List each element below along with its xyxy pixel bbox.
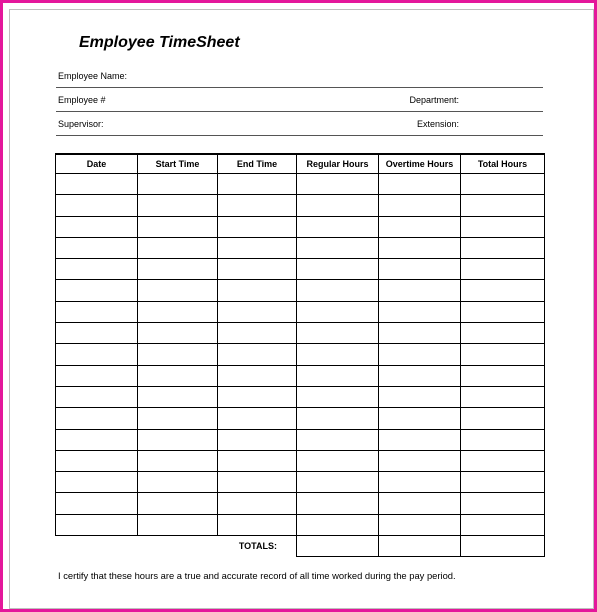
start-time-cell[interactable] (138, 514, 218, 535)
start-time-cell[interactable] (138, 216, 218, 237)
end-time-cell[interactable] (218, 237, 297, 258)
start-time-cell[interactable] (138, 195, 218, 216)
total-hours-cell[interactable] (461, 301, 545, 322)
start-time-cell[interactable] (138, 323, 218, 344)
total-hours-cell[interactable] (461, 493, 545, 514)
table-row (56, 237, 545, 258)
table-row (56, 472, 545, 493)
regular-hours-cell[interactable] (297, 472, 379, 493)
total-hours-cell[interactable] (461, 259, 545, 280)
timesheet-body (56, 174, 545, 536)
table-row (56, 323, 545, 344)
employee-number-label: Employee # (58, 95, 106, 105)
table-row (56, 344, 545, 365)
start-time-cell[interactable] (138, 259, 218, 280)
document-title: Employee TimeSheet (79, 34, 240, 51)
supervisor-field[interactable] (126, 117, 403, 134)
end-time-cell[interactable] (218, 344, 297, 365)
overtime-hours-cell[interactable] (379, 259, 461, 280)
supervisor-label: Supervisor: (58, 119, 104, 129)
table-row (56, 174, 545, 195)
regular-hours-cell[interactable] (297, 344, 379, 365)
end-time-cell[interactable] (218, 386, 297, 407)
end-time-cell[interactable] (218, 301, 297, 322)
table-header-row (56, 154, 545, 174)
timesheet-table (55, 153, 545, 557)
regular-hours-cell[interactable] (297, 174, 379, 195)
table-row (56, 365, 545, 386)
start-time-cell[interactable] (138, 344, 218, 365)
end-time-cell[interactable] (218, 408, 297, 429)
regular-hours-cell[interactable] (297, 386, 379, 407)
end-time-cell[interactable] (218, 280, 297, 301)
total-hours-cell[interactable] (461, 514, 545, 535)
regular-hours-cell[interactable] (297, 450, 379, 471)
regular-hours-cell[interactable] (297, 280, 379, 301)
date-cell[interactable] (56, 237, 138, 258)
date-cell[interactable] (56, 450, 138, 471)
end-time-cell[interactable] (218, 259, 297, 280)
regular-hours-cell[interactable] (297, 237, 379, 258)
table-row (56, 514, 545, 535)
regular-hours-cell[interactable] (297, 514, 379, 535)
overtime-hours-cell[interactable] (379, 408, 461, 429)
table-row (56, 280, 545, 301)
overtime-hours-cell[interactable] (379, 493, 461, 514)
total-hours-cell[interactable] (461, 344, 545, 365)
totals-row (56, 536, 545, 557)
total-hours-cell[interactable] (461, 195, 545, 216)
table-row (56, 195, 545, 216)
extension-label: Extension: (416, 119, 459, 129)
table-row (56, 216, 545, 237)
end-time-cell[interactable] (218, 472, 297, 493)
start-time-cell[interactable] (138, 280, 218, 301)
overtime-hours-cell[interactable] (379, 216, 461, 237)
regular-hours-cell[interactable] (297, 429, 379, 450)
end-time-cell[interactable] (218, 365, 297, 386)
regular-hours-cell[interactable] (297, 408, 379, 429)
overtime-hours-cell[interactable] (379, 429, 461, 450)
overtime-hours-cell[interactable] (379, 301, 461, 322)
overtime-hours-cell[interactable] (379, 174, 461, 195)
total-hours-cell[interactable] (461, 408, 545, 429)
date-cell[interactable] (56, 195, 138, 216)
overtime-hours-cell[interactable] (379, 323, 461, 344)
end-time-cell[interactable] (218, 493, 297, 514)
start-time-cell[interactable] (138, 237, 218, 258)
overtime-hours-cell[interactable] (379, 365, 461, 386)
total-hours-cell[interactable] (461, 216, 545, 237)
employee-number-field[interactable] (126, 93, 403, 110)
date-cell[interactable] (56, 216, 138, 237)
start-time-cell[interactable] (138, 174, 218, 195)
column-header-regular-hours: Regular Hours (297, 154, 379, 174)
column-header-date: Date (56, 154, 138, 174)
totals-label: TOTALS: (238, 541, 277, 552)
table-row (56, 450, 545, 471)
start-time-cell[interactable] (138, 472, 218, 493)
date-cell[interactable] (56, 386, 138, 407)
overtime-hours-cell[interactable] (379, 195, 461, 216)
employee-name-field[interactable] (126, 69, 403, 86)
end-time-cell[interactable] (218, 174, 297, 195)
date-cell[interactable] (56, 323, 138, 344)
certification-statement: I certify that these hours are a true and accurate record of all time worked during the pay period. (58, 570, 456, 581)
total-hours-cell[interactable] (461, 472, 545, 493)
regular-hours-cell[interactable] (297, 493, 379, 514)
end-time-cell[interactable] (218, 450, 297, 471)
column-header-overtime-hours: Overtime Hours (379, 154, 461, 174)
employee-name-row (56, 69, 543, 88)
total-hours-cell[interactable] (461, 365, 545, 386)
start-time-cell[interactable] (138, 429, 218, 450)
table-row (56, 493, 545, 514)
date-cell[interactable] (56, 174, 138, 195)
extension-field[interactable] (466, 117, 543, 134)
overtime-hours-cell[interactable] (379, 514, 461, 535)
regular-hours-cell[interactable] (297, 323, 379, 344)
column-header-total-hours: Total Hours (461, 154, 545, 174)
table-row (56, 301, 545, 322)
date-cell[interactable] (56, 280, 138, 301)
overtime-hours-cell[interactable] (379, 450, 461, 471)
start-time-cell[interactable] (138, 386, 218, 407)
date-cell[interactable] (56, 472, 138, 493)
totals-total-hours-cell[interactable] (461, 536, 545, 557)
start-time-cell[interactable] (138, 493, 218, 514)
date-cell[interactable] (56, 493, 138, 514)
total-hours-cell[interactable] (461, 429, 545, 450)
total-hours-cell[interactable] (461, 323, 545, 344)
table-row (56, 408, 545, 429)
overtime-hours-cell[interactable] (379, 237, 461, 258)
total-hours-cell[interactable] (461, 386, 545, 407)
regular-hours-cell[interactable] (297, 195, 379, 216)
regular-hours-cell[interactable] (297, 365, 379, 386)
employee-name-label: Employee Name: (58, 71, 128, 81)
date-cell[interactable] (56, 429, 138, 450)
regular-hours-cell[interactable] (297, 216, 379, 237)
totals-regular-hours-cell[interactable] (297, 536, 379, 557)
end-time-cell[interactable] (218, 514, 297, 535)
column-header-end-time: End Time (218, 154, 297, 174)
start-time-cell[interactable] (138, 365, 218, 386)
start-time-cell[interactable] (138, 450, 218, 471)
regular-hours-cell[interactable] (297, 259, 379, 280)
date-cell[interactable] (56, 344, 138, 365)
regular-hours-cell[interactable] (297, 301, 379, 322)
end-time-cell[interactable] (218, 195, 297, 216)
column-header-start-time: Start Time (138, 154, 218, 174)
table-row (56, 429, 545, 450)
end-time-cell[interactable] (218, 216, 297, 237)
start-time-cell[interactable] (138, 408, 218, 429)
supervisor-row (56, 117, 543, 136)
overtime-hours-cell[interactable] (379, 472, 461, 493)
overtime-hours-cell[interactable] (379, 280, 461, 301)
start-time-cell[interactable] (138, 301, 218, 322)
overtime-hours-cell[interactable] (379, 344, 461, 365)
date-cell[interactable] (56, 514, 138, 535)
date-cell[interactable] (56, 301, 138, 322)
employee-number-row (56, 93, 543, 112)
overtime-hours-cell[interactable] (379, 386, 461, 407)
department-field[interactable] (466, 93, 543, 110)
total-hours-cell[interactable] (461, 450, 545, 471)
date-cell[interactable] (56, 408, 138, 429)
end-time-cell[interactable] (218, 323, 297, 344)
table-row (56, 259, 545, 280)
totals-overtime-hours-cell[interactable] (379, 536, 461, 557)
end-time-cell[interactable] (218, 429, 297, 450)
date-cell[interactable] (56, 365, 138, 386)
total-hours-cell[interactable] (461, 174, 545, 195)
total-hours-cell[interactable] (461, 237, 545, 258)
total-hours-cell[interactable] (461, 280, 545, 301)
department-label: Department: (409, 95, 459, 105)
table-row (56, 386, 545, 407)
date-cell[interactable] (56, 259, 138, 280)
